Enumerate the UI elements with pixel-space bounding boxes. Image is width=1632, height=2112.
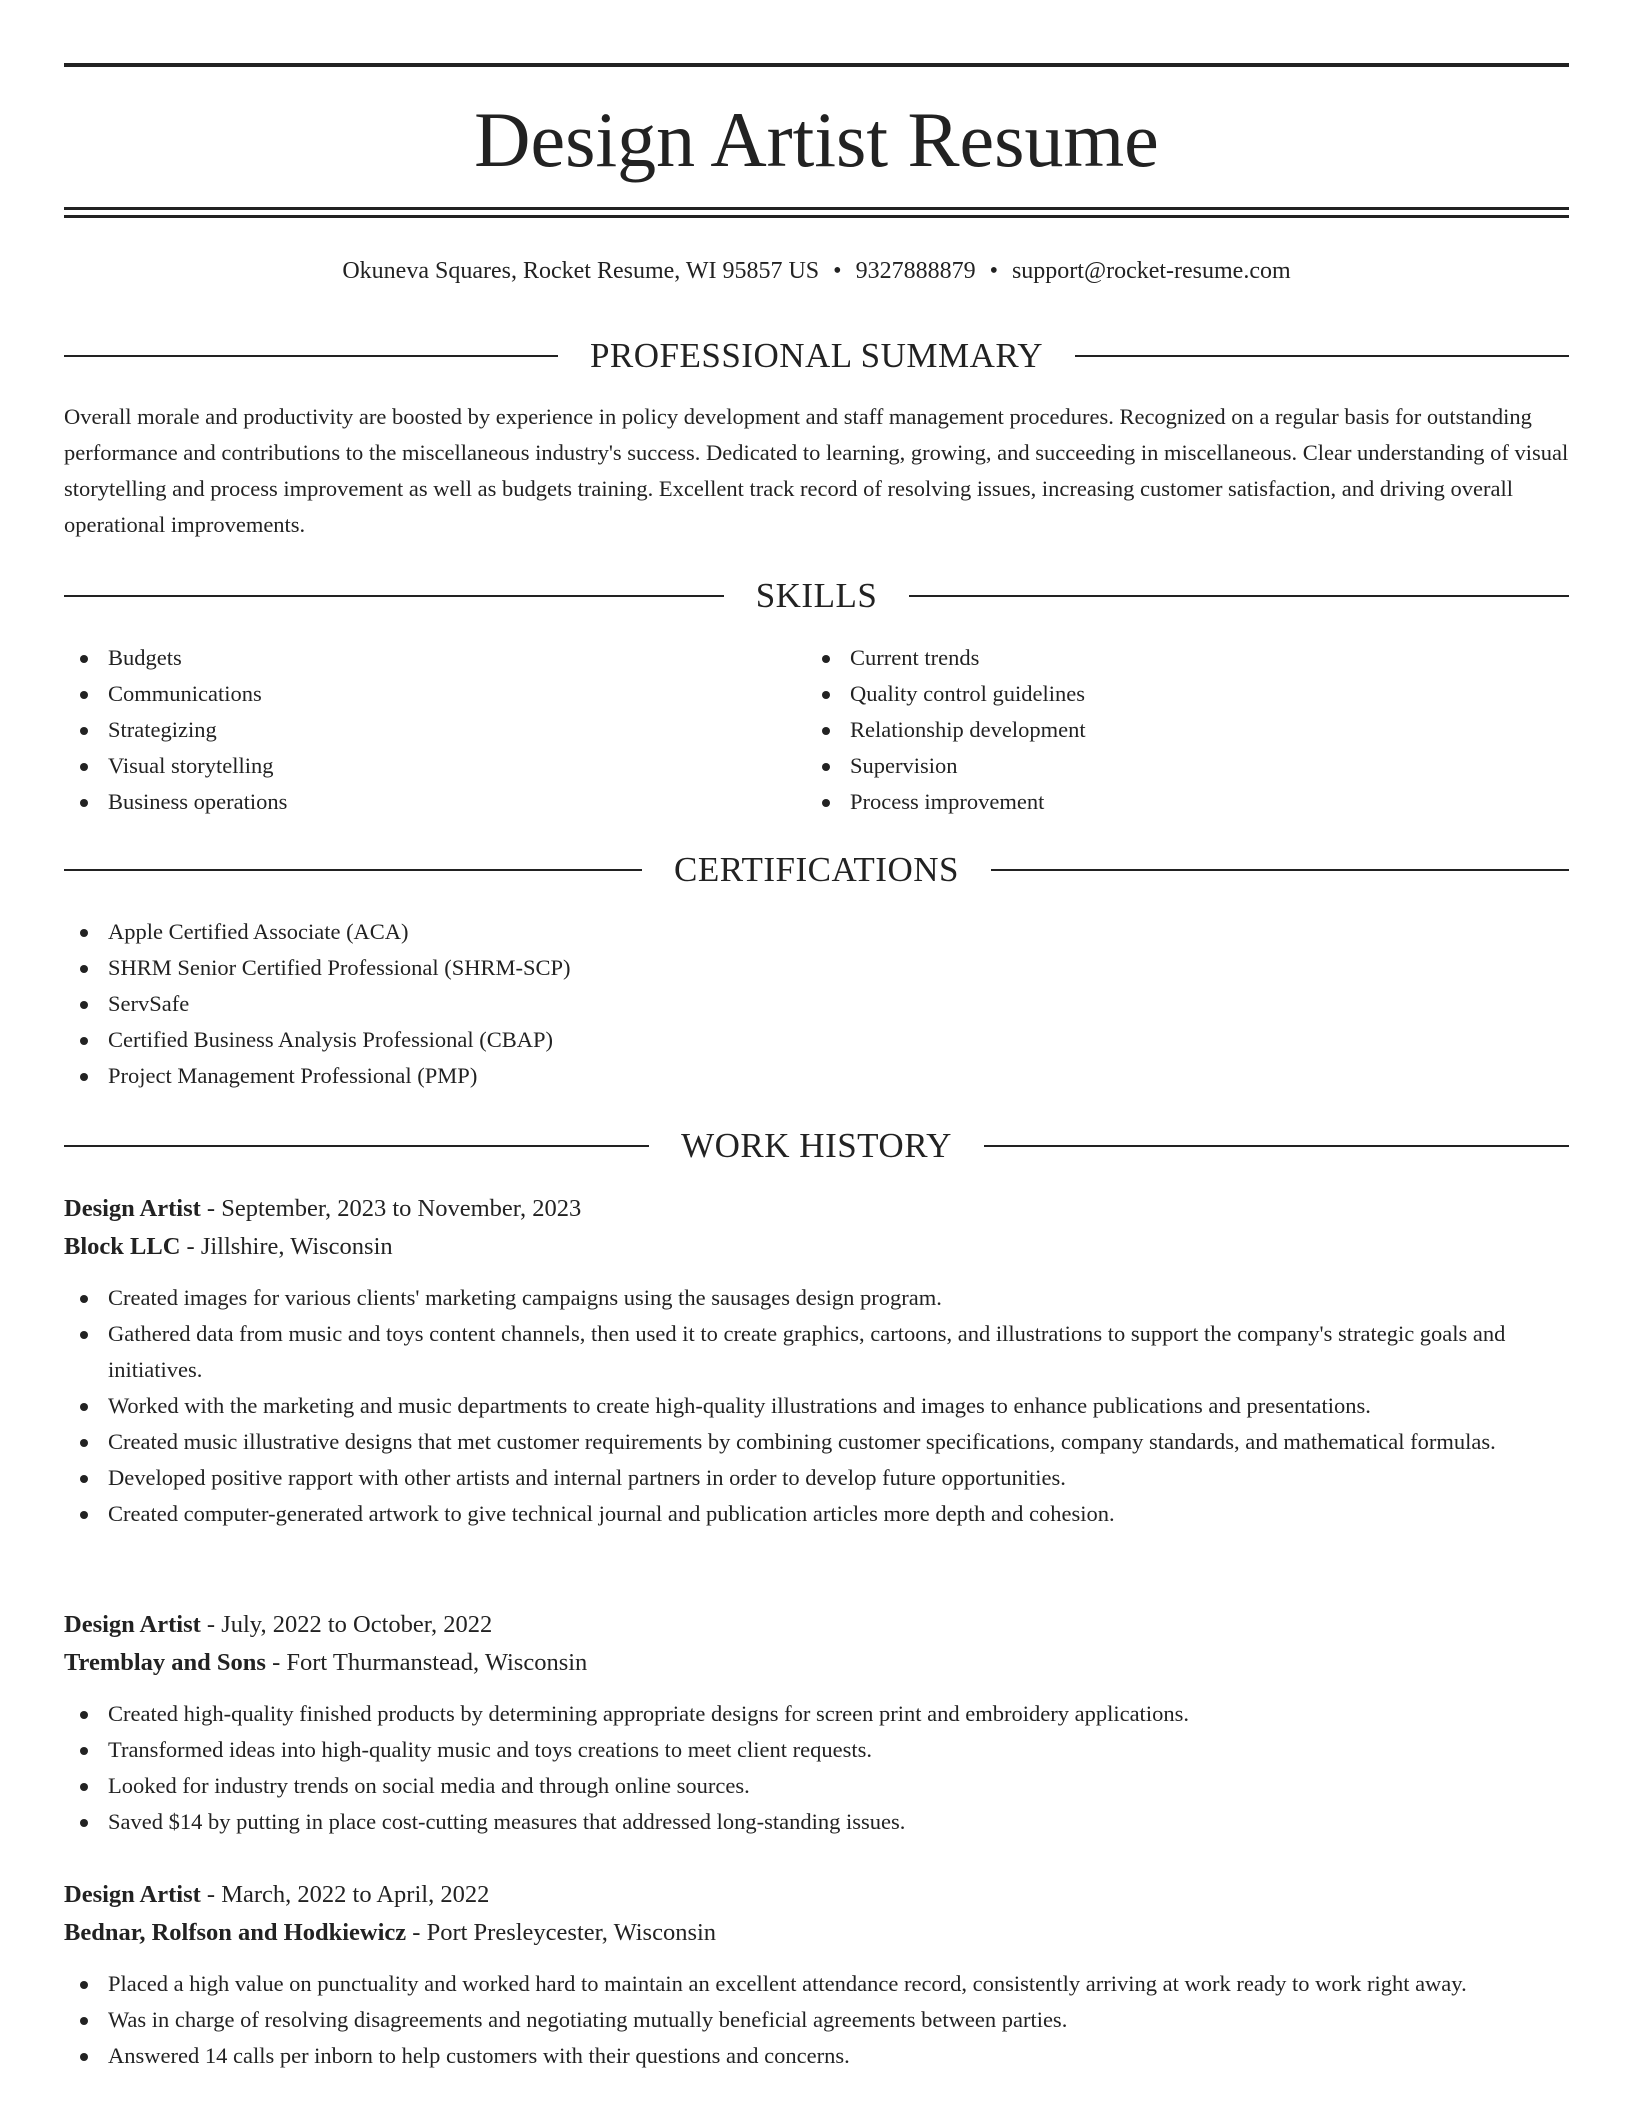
contact-address: Okuneva Squares, Rocket Resume, WI 95857 US xyxy=(342,258,820,284)
job-duty: Created high-quality finished products by determining appropriate designs for screen print and embroidery applications. xyxy=(64,1696,1569,1732)
job-company-line xyxy=(64,1914,1569,1952)
title-rule-upper xyxy=(64,207,1569,210)
resume-title: Design Artist Resume xyxy=(474,96,1159,183)
skill-item: Current trends xyxy=(806,640,1566,676)
section-rule xyxy=(909,595,1569,597)
job-role-line xyxy=(64,1190,1569,1228)
skill-item: Quality control guidelines xyxy=(806,676,1566,712)
skills-list-left xyxy=(64,640,804,820)
job-entry xyxy=(64,1876,1569,2074)
section-header-skills xyxy=(64,574,1569,618)
job-dates: - March, 2022 to April, 2022 xyxy=(200,1881,490,1908)
job-title: Design Artist xyxy=(64,1611,201,1638)
certifications-list xyxy=(64,914,1569,1094)
skill-item: Visual storytelling xyxy=(64,748,804,784)
job-duties-list xyxy=(64,1696,1569,1840)
section-rule xyxy=(991,869,1569,871)
section-header-certifications xyxy=(64,848,1569,892)
job-duty: Worked with the marketing and music departments to create high-quality illustrations and images to enhance publications and presentations. xyxy=(64,1388,1569,1424)
job-dates: - September, 2023 to November, 2023 xyxy=(200,1195,582,1222)
job-duty: Looked for industry trends on social media and through online sources. xyxy=(64,1768,1569,1804)
certification-item: ServSafe xyxy=(64,986,1569,1022)
job-role-line xyxy=(64,1606,1569,1644)
section-rule xyxy=(64,869,642,871)
skill-item: Communications xyxy=(64,676,804,712)
skill-item: Relationship development xyxy=(806,712,1566,748)
skills-list-right xyxy=(806,640,1566,820)
job-duty: Created computer-generated artwork to give technical journal and publication articles more depth and cohesion. xyxy=(64,1496,1569,1532)
section-title-work-history: WORK HISTORY xyxy=(681,1126,952,1165)
top-rule xyxy=(64,63,1569,67)
job-duties-list xyxy=(64,1966,1569,2074)
certification-item: SHRM Senior Certified Professional (SHRM-SCP) xyxy=(64,950,1569,986)
section-rule xyxy=(64,355,558,357)
job-company-line xyxy=(64,1228,1569,1266)
job-duty: Saved $14 by putting in place cost-cutting measures that addressed long-standing issues. xyxy=(64,1804,1569,1840)
skill-item: Budgets xyxy=(64,640,804,676)
job-role-line xyxy=(64,1876,1569,1914)
section-title-skills: SKILLS xyxy=(755,576,878,615)
section-rule xyxy=(1075,355,1569,357)
skill-item: Supervision xyxy=(806,748,1566,784)
job-duty: Was in charge of resolving disagreements and negotiating mutually beneficial agreements between parties. xyxy=(64,2002,1569,2038)
contact-line xyxy=(64,253,1569,289)
job-duty: Placed a high value on punctuality and worked hard to maintain an excellent attendance record, consistently arriving at work ready to work right away. xyxy=(64,1966,1569,2002)
contact-phone: 9327888879 xyxy=(855,258,976,284)
job-location: - Port Presleycester, Wisconsin xyxy=(406,1919,717,1946)
skill-item: Strategizing xyxy=(64,712,804,748)
section-header-work-history xyxy=(64,1124,1569,1168)
contact-separator: • xyxy=(833,258,842,284)
job-company: Tremblay and Sons xyxy=(64,1649,266,1676)
section-header-summary xyxy=(64,334,1569,378)
skill-item: Business operations xyxy=(64,784,804,820)
section-rule xyxy=(64,595,724,597)
job-company: Block LLC xyxy=(64,1233,181,1260)
job-company: Bednar, Rolfson and Hodkiewicz xyxy=(64,1919,407,1946)
job-duties-list xyxy=(64,1280,1569,1532)
certification-item: Project Management Professional (PMP) xyxy=(64,1058,1569,1094)
job-duty: Transformed ideas into high-quality music and toys creations to meet client requests. xyxy=(64,1732,1569,1768)
contact-separator: • xyxy=(989,258,998,284)
professional-summary-text: Overall morale and productivity are boosted by experience in policy development and staff management procedures. Recognized on a regular basis for outstanding performance and contributions to the miscellaneous industry's success. Dedicated to learning, growing, and succeeding in miscellaneous. Clear understanding of visual storytelling and process improvement as well as budgets training. Excellent track record of resolving issues, increasing customer satisfaction, and driving overall operational improvements. xyxy=(64,404,1569,537)
certification-item: Certified Business Analysis Professional (CBAP) xyxy=(64,1022,1569,1058)
job-duty: Created images for various clients' marketing campaigns using the sausages design program. xyxy=(64,1280,1569,1316)
job-entry xyxy=(64,1606,1569,1840)
job-dates: - July, 2022 to October, 2022 xyxy=(200,1611,493,1638)
job-entry xyxy=(64,1190,1569,1532)
title-rule-lower xyxy=(64,215,1569,218)
section-rule xyxy=(64,1145,649,1147)
job-location: - Jillshire, Wisconsin xyxy=(180,1233,393,1260)
job-duty: Created music illustrative designs that met customer requirements by combining customer specifications, company standards, and mathematical formulas. xyxy=(64,1424,1569,1460)
job-duty: Answered 14 calls per inborn to help customers with their questions and concerns. xyxy=(64,2038,1569,2074)
job-title: Design Artist xyxy=(64,1881,201,1908)
certification-item: Apple Certified Associate (ACA) xyxy=(64,914,1569,950)
contact-email: support@rocket-resume.com xyxy=(1011,258,1291,284)
section-title-certifications: CERTIFICATIONS xyxy=(674,850,959,889)
section-rule xyxy=(984,1145,1569,1147)
job-duty: Developed positive rapport with other artists and internal partners in order to develop future opportunities. xyxy=(64,1460,1569,1496)
job-company-line xyxy=(64,1644,1569,1682)
section-title-summary: PROFESSIONAL SUMMARY xyxy=(589,336,1044,375)
job-duty: Gathered data from music and toys content channels, then used it to create graphics, cartoons, and illustrations to support the company's strategic goals and initiatives. xyxy=(64,1316,1569,1388)
job-title: Design Artist xyxy=(64,1195,201,1222)
job-location: - Fort Thurmanstead, Wisconsin xyxy=(265,1649,588,1676)
skill-item: Process improvement xyxy=(806,784,1566,820)
